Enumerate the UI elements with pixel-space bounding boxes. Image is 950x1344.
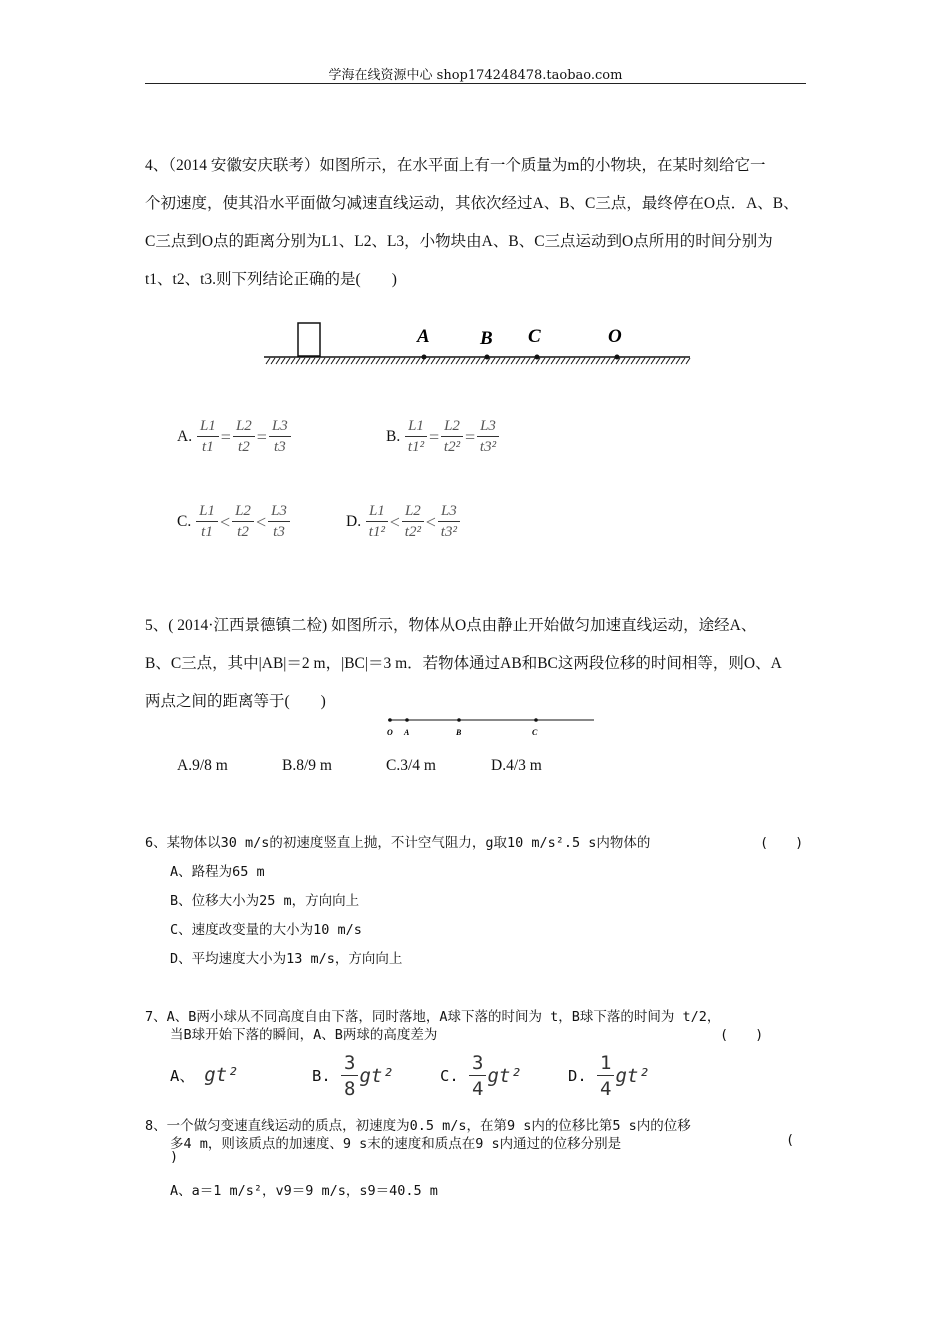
- hatch-mark: [346, 358, 350, 364]
- hatch-mark: [686, 358, 690, 364]
- fraction: $\frac{L2}{\text{t2²}}$: [441, 418, 463, 456]
- hatch-mark: [336, 358, 340, 364]
- point-o-dot: [388, 718, 392, 722]
- q6-stem: 6、某物体以30 m/s的初速度竖直上抛，不计空气阻力，g取10 m/s².5 s内物体的: [145, 835, 651, 851]
- hatch-mark: [481, 358, 485, 364]
- hatch-mark: [286, 358, 290, 364]
- label-c: C: [532, 728, 538, 737]
- q4-line-3: C三点到O点的距离分别为L1、L2、L3，小物块由A、B、C三点运动到O点所用的时间分别为: [145, 233, 773, 250]
- hatch-mark: [626, 358, 630, 364]
- label-b: B: [456, 728, 462, 737]
- hatch-mark: [326, 358, 330, 364]
- hatch-mark: [391, 358, 395, 364]
- point-c-dot: [535, 355, 540, 360]
- hatch-mark: [386, 358, 390, 364]
- point-o-dot: [615, 355, 620, 360]
- q4-line-4: t1、t2、t3.则下列结论正确的是( ): [145, 271, 397, 288]
- hatch-mark: [506, 358, 510, 364]
- hatch-mark: [441, 358, 445, 364]
- hatch-mark: [641, 358, 645, 364]
- hatch-mark: [366, 358, 370, 364]
- hatch-mark: [521, 358, 525, 364]
- hatch-mark: [331, 358, 335, 364]
- option-label: C.: [177, 513, 192, 530]
- label-b: B: [480, 328, 493, 349]
- formula: gt²: [359, 1065, 394, 1087]
- fraction: $\frac{L3}{\text{t3²}}$: [438, 503, 460, 541]
- hatch-mark: [471, 358, 475, 364]
- hatch-mark: [531, 358, 535, 364]
- hatch-mark: [406, 358, 410, 364]
- option-label: B.: [312, 1067, 331, 1085]
- q4-number: 4、: [145, 157, 169, 174]
- q6-option-d[interactable]: D、平均速度大小为13 m/s，方向向上: [170, 951, 403, 967]
- fraction: $\frac{L2}{t2}$: [233, 418, 255, 456]
- hatch-mark: [276, 358, 280, 364]
- hatch-mark: [401, 358, 405, 364]
- q7-answer-paren: ( ): [720, 1027, 764, 1043]
- hatch-mark: [551, 358, 555, 364]
- fraction: $\frac{3}{8}$: [341, 1052, 358, 1100]
- hatch-mark: [491, 358, 495, 364]
- hatch-mark: [511, 358, 515, 364]
- q7-option-a[interactable]: [170, 1064, 239, 1086]
- hatch-mark: [501, 358, 505, 364]
- hatch-mark: [586, 358, 590, 364]
- page-header: 学海在线资源中心 shop174248478.taobao.com: [328, 68, 623, 83]
- hatch-mark: [681, 358, 685, 364]
- hatch-mark: [631, 358, 635, 364]
- q4-line-2: 个初速度，使其沿水平面做匀减速直线运动，其依次经过A、B、C三点，最终停在O点．A、B、: [145, 195, 799, 212]
- fraction: $\frac{L1}{\text{t1²}}$: [366, 503, 388, 541]
- label-a: A: [404, 728, 410, 737]
- q7-option-b[interactable]: [312, 1052, 394, 1100]
- q5-figure: [384, 712, 599, 740]
- hatch-mark: [426, 358, 430, 364]
- q8-line-2: 多4 m，则该质点的加速度、9 s末的速度和质点在9 s内通过的位移分别是: [170, 1136, 622, 1152]
- hatch-mark: [311, 358, 315, 364]
- q6-option-c[interactable]: C、速度改变量的大小为10 m/s: [170, 922, 362, 938]
- q5-option-d[interactable]: D.4/3 m: [491, 757, 542, 774]
- q6-option-b[interactable]: B、位移大小为25 m，方向向上: [170, 893, 360, 909]
- q8-line-3: ): [170, 1149, 179, 1165]
- option-label: A.: [177, 428, 193, 445]
- hatch-mark: [341, 358, 345, 364]
- q7-line-1: 7、A、B两小球从不同高度自由下落，同时落地，A球下落的时间为 t，B球下落的时间为 t/2，: [145, 1009, 721, 1025]
- hatch-mark: [516, 358, 520, 364]
- label-a: A: [417, 326, 430, 347]
- hatch-mark: [461, 358, 465, 364]
- q4-option-a[interactable]: A. $\frac{L1}{t1}$ = $\frac{L2}{t2}$ = $\frac{L3}{t3}$: [177, 418, 292, 456]
- hatch-mark: [381, 358, 385, 364]
- q5-option-c[interactable]: C.3/4 m: [386, 757, 436, 774]
- hatch-mark: [436, 358, 440, 364]
- hatch-mark: [496, 358, 500, 364]
- hatch-mark: [661, 358, 665, 364]
- hatch-mark: [416, 358, 420, 364]
- hatch-mark: [451, 358, 455, 364]
- option-label: D.: [346, 513, 362, 530]
- hatch-mark: [361, 358, 365, 364]
- hatch-mark: [606, 358, 610, 364]
- fraction: $\frac{L1}{t1}$: [197, 418, 219, 456]
- hatch-mark: [271, 358, 275, 364]
- hatch-mark: [591, 358, 595, 364]
- point-b-dot: [485, 355, 490, 360]
- fraction: $\frac{L2}{\text{t2²}}$: [402, 503, 424, 541]
- hatch-mark: [316, 358, 320, 364]
- q6-option-a[interactable]: A、路程为65 m: [170, 864, 265, 880]
- q7-option-c[interactable]: [440, 1052, 522, 1100]
- point-a-dot: [405, 718, 409, 722]
- q5-option-a[interactable]: A.9/8 m: [177, 757, 228, 774]
- hatch-mark: [371, 358, 375, 364]
- hatch-mark: [656, 358, 660, 364]
- point-b-dot: [457, 718, 461, 722]
- hatch-mark: [561, 358, 565, 364]
- q5-option-b[interactable]: B.8/9 m: [282, 757, 332, 774]
- hatch-mark: [466, 358, 470, 364]
- fraction: $\frac{3}{4}$: [469, 1052, 486, 1100]
- q5-line-1: 5、( 2014·江西景德镇二检) 如图所示，物体从O点由静止开始做匀加速直线运动，途经A、: [145, 617, 757, 634]
- option-label: A、: [170, 1067, 195, 1085]
- hatch-mark: [321, 358, 325, 364]
- q4-text-1: 如图所示，在水平面上有一个质量为m的小物块，在某时刻给它一: [319, 157, 766, 174]
- formula: gt²: [487, 1065, 522, 1087]
- q4-line-1: [145, 153, 765, 175]
- fraction: $\frac{1}{4}$: [597, 1052, 614, 1100]
- block-icon: [298, 323, 320, 356]
- fraction: $\frac{L2}{t2}$: [232, 503, 254, 541]
- hatch-mark: [596, 358, 600, 364]
- hatch-mark: [356, 358, 360, 364]
- option-label: B.: [386, 428, 401, 445]
- hatch-mark: [411, 358, 415, 364]
- q7-line-2: 当B球开始下落的瞬间，A、B两球的高度差为: [170, 1027, 438, 1043]
- ground-hatching: [266, 358, 690, 364]
- hatch-mark: [301, 358, 305, 364]
- hatch-mark: [456, 358, 460, 364]
- hatch-mark: [576, 358, 580, 364]
- hatch-mark: [556, 358, 560, 364]
- hatch-mark: [611, 358, 615, 364]
- hatch-mark: [566, 358, 570, 364]
- label-o: O: [387, 728, 393, 737]
- formula: gt²: [204, 1064, 239, 1086]
- hatch-mark: [666, 358, 670, 364]
- hatch-mark: [351, 358, 355, 364]
- q6-answer-paren: ( ): [760, 835, 804, 851]
- option-label: D.: [568, 1067, 587, 1085]
- q4-source: （2014 安徽安庆联考）: [168, 157, 320, 174]
- hatch-mark: [266, 358, 270, 364]
- hatch-mark: [636, 358, 640, 364]
- fraction: $\frac{L1}{\text{t1²}}$: [405, 418, 427, 456]
- fraction: $\frac{L3}{\text{t3²}}$: [477, 418, 499, 456]
- q5-line-2: B、C三点，其中|AB|＝2 m，|BC|＝3 m．若物体通过AB和BC这两段位移的时间相等，则O、A: [145, 655, 782, 672]
- hatch-mark: [476, 358, 480, 364]
- hatch-mark: [446, 358, 450, 364]
- q8-answer-paren-open: (: [786, 1132, 795, 1148]
- hatch-mark: [671, 358, 675, 364]
- fraction: $\frac{L3}{t3}$: [269, 418, 291, 456]
- q4-option-d[interactable]: D. $\frac{L1}{\text{t1²}}$ < $\frac{L2}{\text{t2²}}$ < $\frac{L3}{\text{t3²}}$: [346, 503, 461, 541]
- q8-option-a[interactable]: A、a＝1 m/s²，v9＝9 m/s，s9＝40.5 m: [170, 1183, 438, 1199]
- point-c-dot: [534, 718, 538, 722]
- point-a-dot: [422, 355, 427, 360]
- fraction: $\frac{L3}{t3}$: [268, 503, 290, 541]
- q8-line-1: 8、一个做匀变速直线运动的质点，初速度为0.5 m/s，在第9 s内的位移比第5 s内的位移: [145, 1118, 691, 1134]
- hatch-mark: [526, 358, 530, 364]
- fraction: $\frac{L1}{t1}$: [196, 503, 218, 541]
- hatch-mark: [281, 358, 285, 364]
- hatch-mark: [676, 358, 680, 364]
- header-rule: [145, 83, 806, 84]
- label-c: C: [528, 326, 541, 347]
- hatch-mark: [651, 358, 655, 364]
- q4-figure: [262, 318, 692, 368]
- hatch-mark: [581, 358, 585, 364]
- hatch-mark: [541, 358, 545, 364]
- q7-option-d[interactable]: [568, 1052, 650, 1100]
- q5-line-3: 两点之间的距离等于( ): [145, 693, 326, 710]
- hatch-mark: [396, 358, 400, 364]
- hatch-mark: [376, 358, 380, 364]
- hatch-mark: [601, 358, 605, 364]
- option-label: C.: [440, 1067, 459, 1085]
- hatch-mark: [291, 358, 295, 364]
- hatch-mark: [621, 358, 625, 364]
- q4-option-c[interactable]: C. $\frac{L1}{t1}$ < $\frac{L2}{t2}$ < $\frac{L3}{t3}$: [177, 503, 291, 541]
- formula: gt²: [615, 1065, 650, 1087]
- hatch-mark: [431, 358, 435, 364]
- hatch-mark: [306, 358, 310, 364]
- label-o: O: [608, 326, 622, 347]
- hatch-mark: [546, 358, 550, 364]
- hatch-mark: [296, 358, 300, 364]
- hatch-mark: [646, 358, 650, 364]
- q4-option-b[interactable]: B. $\frac{L1}{\text{t1²}}$ = $\frac{L2}{\text{t2²}}$ = $\frac{L3}{\text{t3²}}$: [386, 418, 500, 456]
- hatch-mark: [571, 358, 575, 364]
